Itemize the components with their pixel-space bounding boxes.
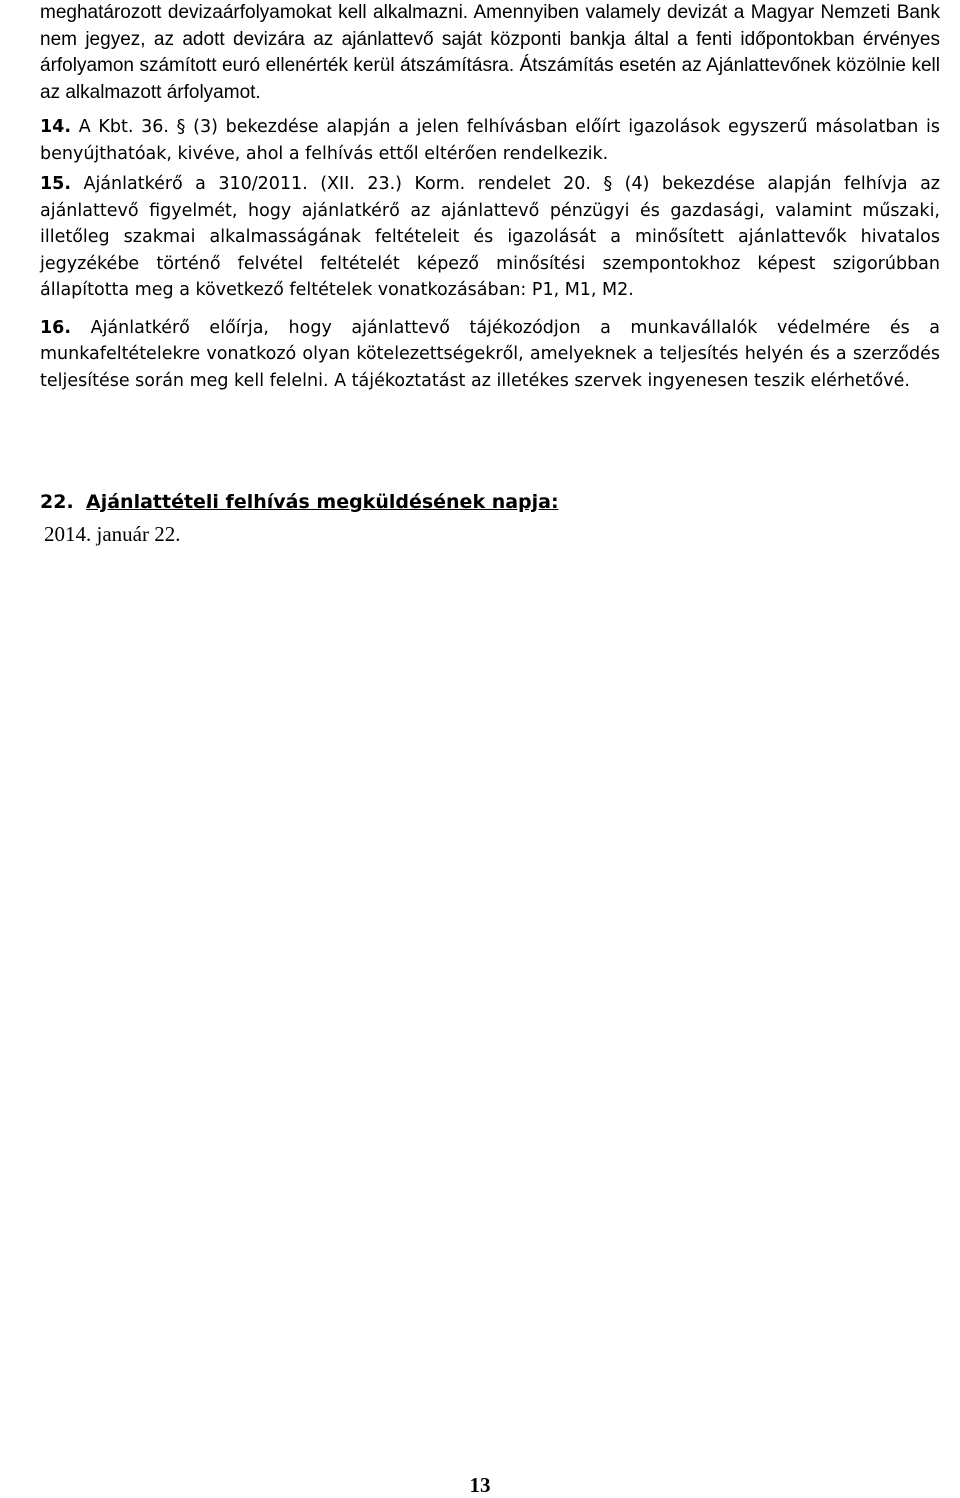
document-page	[40, 0, 940, 546]
page-number: 13	[469, 1473, 491, 1497]
item-text: Ajánlatkérő a 310/2011. (XII. 23.) Korm. rendelet 20. § (4) bekezdése alapján felhívja az ajánlattevő figyelmét, hogy ajánlatkérő az ajánlattevő pénzügyi és gazdasági, valamint műszaki, illetőleg szakmai alkalmasságának feltételeit és igazolását a minősített ajánlattevők hivatalos jegyzékébe történő felvétel feltételét képező minősítési szempontokhoz képest szigorúbban állapította meg a következő feltételek vonatkozásában: P1, M1, M2.	[40, 174, 940, 300]
item-number: 16.	[40, 317, 72, 338]
item-14	[40, 114, 940, 167]
item-16	[40, 315, 940, 395]
item-text: A Kbt. 36. § (3) bekezdése alapján a jelen felhívásban előírt igazolások egyszerű másolatban is benyújthatóak, kivéve, ahol a felhívás ettől eltérően rendelkezik.	[40, 117, 940, 164]
section-22-date: 2014. január 22.	[44, 522, 181, 546]
currency-paragraph: meghatározott devizaárfolyamokat kell alkalmazni. Amennyiben valamely devizát a Magyar Nemzeti Bank nem jegyez, az adott devizára az ajánlattevő saját központi bankja által a fenti időpontokban érvényes árfolyamon számított euró ellenérték kerül átszámításra. Átszámítás esetén az Ajánlattevőnek közölnie kell az alkalmazott árfolyamot.	[40, 2, 940, 103]
section-number: 22.	[40, 491, 74, 513]
section-22-heading	[40, 489, 940, 515]
item-number: 14.	[40, 117, 72, 137]
item-text: Ajánlatkérő előírja, hogy ajánlattevő tájékozódjon a munkavállalók védelmére és a munkafeltételekre vonatkozó olyan kötelezettségekről, amelyeknek a teljesítés helyén és a szerződés teljesítése során meg kell felelni. A tájékoztatást az illetékes szervek ingyenesen teszik elérhetővé.	[40, 317, 940, 391]
section-title: Ajánlattételi felhívás megküldésének napja:	[86, 491, 559, 513]
item-number: 15.	[40, 174, 72, 194]
item-15	[40, 171, 940, 304]
